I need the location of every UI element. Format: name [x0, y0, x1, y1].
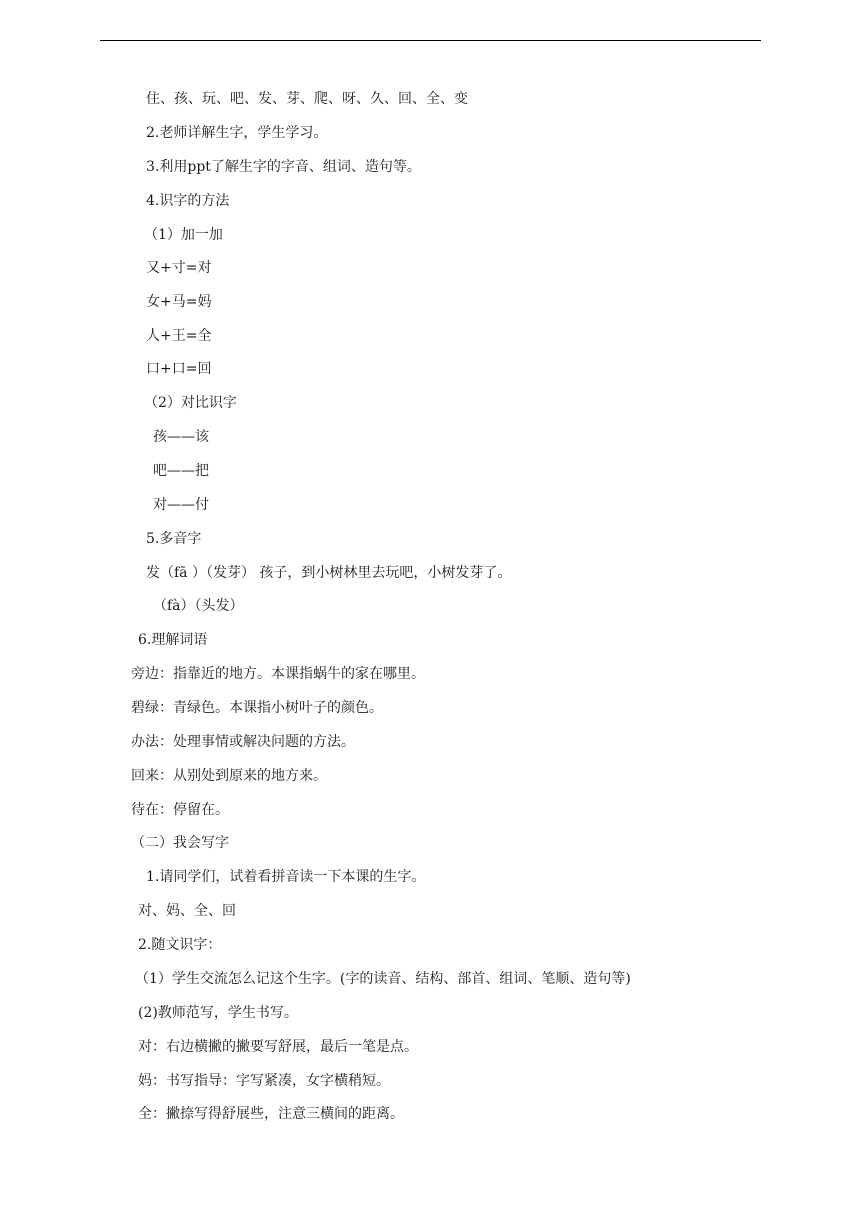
- text-line: 6.理解词语: [138, 632, 208, 648]
- text-line: （1）学生交流怎么记这个生字。(字的读音、结构、部首、组词、笔顺、造句等): [135, 971, 631, 987]
- text-line: 3.利用ppt了解生字的字音、组词、造句等。: [146, 159, 421, 175]
- text-line: 妈：书写指导：字写紧凑，女字横稍短。: [138, 1073, 390, 1089]
- text-line: 碧绿：青绿色。本课指小树叶子的颜色。: [131, 700, 383, 716]
- text-line: 全：撇捺写得舒展些，注意三横间的距离。: [138, 1106, 404, 1122]
- text-line: 住、孩、玩、吧、发、芽、爬、呀、久、回、全、变: [146, 91, 468, 107]
- text-line: 待在：停留在。: [131, 802, 229, 818]
- text-line: (2)教师范写，学生书写。: [138, 1005, 298, 1021]
- text-line: 1.请同学们，试着看拼音读一下本课的生字。: [146, 869, 426, 885]
- text-line: 5.多音字: [146, 531, 202, 547]
- text-line: 吧——把: [153, 463, 209, 479]
- text-line: 对、妈、全、回: [138, 903, 236, 919]
- text-line: 4.识字的方法: [146, 193, 230, 209]
- text-line: 孩——该: [153, 429, 209, 445]
- text-line: 对——付: [153, 497, 209, 513]
- text-line: 对：右边横撇的撇要写舒展，最后一笔是点。: [138, 1039, 418, 1055]
- text-line: 旁边：指靠近的地方。本课指蜗牛的家在哪里。: [131, 666, 425, 682]
- text-line: 2.随文识字：: [138, 937, 222, 953]
- text-line: 2.老师详解生字，学生学习。: [146, 125, 328, 141]
- text-line: 口+口=回: [146, 361, 212, 377]
- text-line: 又+寸=对: [146, 260, 212, 276]
- text-line: （2）对比识字: [144, 395, 237, 411]
- text-line: （fà）（头发）: [153, 598, 244, 614]
- text-line: （1）加一加: [144, 227, 223, 243]
- text-line: 人+王=全: [146, 328, 212, 344]
- header-rule: [100, 40, 761, 41]
- text-line: 回来：从别处到原来的地方来。: [131, 768, 327, 784]
- text-line: 办法：处理事情或解决问题的方法。: [131, 734, 355, 750]
- text-line: （二）我会写字: [131, 835, 229, 851]
- text-line: 女+马=妈: [146, 294, 212, 310]
- text-line: 发（fā ）（发芽） 孩子，到小树林里去玩吧，小树发芽了。: [146, 565, 512, 581]
